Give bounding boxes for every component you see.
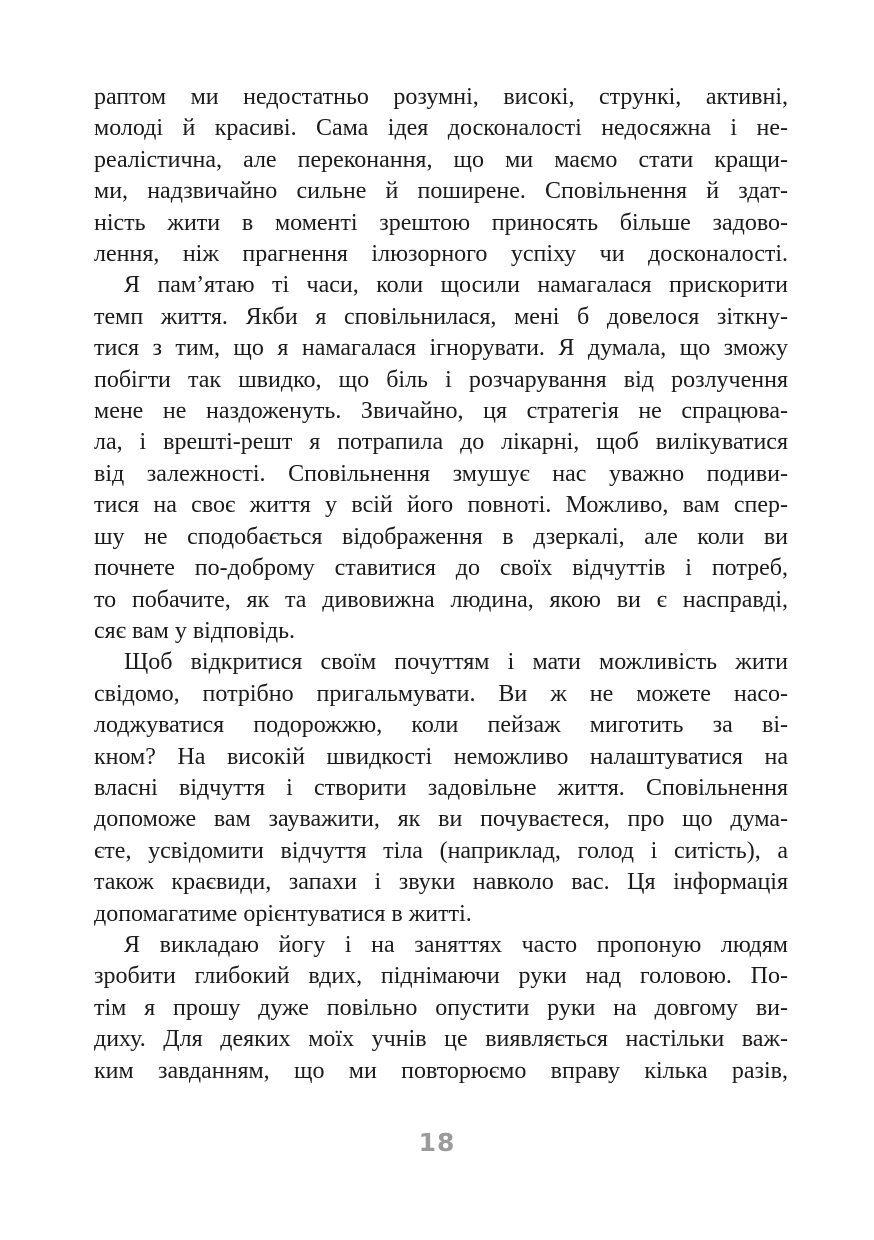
text-line: реалістична, але переконання, що ми маємо стати кращи- (94, 146, 788, 173)
paragraph (94, 270, 788, 647)
text-line: диху. Для деяких моїх учнів це виявляється настільки важ- (94, 1026, 788, 1053)
paragraph (94, 82, 788, 270)
text-line: побігти так швидко, що біль і розчарування від розлучення (94, 366, 788, 393)
text-line: мене не наздоженуть. Звичайно, ця стратегія не спрацюва- (94, 398, 788, 425)
text-line: ність жити в моменті зрештою приносять більше задово- (94, 209, 788, 236)
text-line: від залежності. Сповільнення змушує нас уважно подиви- (94, 460, 788, 487)
text-line: темп життя. Якби я сповільнилася, мені б довелося зіткну- (94, 303, 788, 330)
text-line: свідомо, потрібно пригальмувати. Ви ж не можете насо- (94, 680, 788, 707)
page-number: 18 (418, 1128, 456, 1157)
text-line: ми, надзвичайно сильне й поширене. Сповільнення й здат- (94, 178, 788, 205)
text-line: Щоб відкритися своїм почуттям і мати можливість жити (124, 649, 788, 676)
text-line: то побачите, як та дивовижна людина, якою ви є насправді, (94, 586, 788, 613)
text-line: зробити глибокий вдих, піднімаючи руки над головою. По- (94, 963, 788, 990)
text-line: лоджуватися подорожжю, коли пейзаж миготить за ві- (94, 712, 788, 739)
text-line: допоможе вам зауважити, як ви почуваєтеся, про що дума- (94, 806, 788, 833)
text-line: почнете по-доброму ставитися до своїх відчуттів і потреб, (94, 555, 788, 582)
body-text (94, 82, 788, 1087)
text-line: шу не сподобається відображення в дзеркалі, але коли ви (94, 523, 788, 550)
text-line: лення, ніж прагнення ілюзорного успіху чи досконалості. (94, 241, 788, 268)
text-line: раптом ми недостатньо розумні, високі, стрункі, активні, (94, 84, 788, 110)
text-line: ким завданням, що ми повторюємо вправу кілька разів, (94, 1057, 788, 1084)
text-line: єте, усвідомити відчуття тіла (наприклад, голод і ситість), а (94, 837, 788, 864)
text-line: Я пам’ятаю ті часи, коли щосили намагалася прискорити (124, 272, 788, 299)
text-line: також краєвиди, запахи і звуки навколо вас. Ця інформація (94, 869, 788, 896)
text-line: власні відчуття і створити задовільне життя. Сповільнення (94, 774, 788, 801)
text-line: молоді й красиві. Сама ідея досконалості недосяжна і не- (94, 115, 788, 142)
text-line: сяє вам у відповідь. (94, 617, 296, 644)
paragraph (94, 930, 788, 1087)
text-line: тися з тим, що я намагалася ігнорувати. Я думала, що зможу (94, 335, 788, 362)
paragraph (94, 647, 788, 930)
text-line: ла, і врешті-решт я потрапила до лікарні, щоб вилікуватися (94, 429, 788, 456)
text-line: тися на своє життя у всій його повноті. Можливо, вам спер- (94, 492, 788, 519)
text-line: тім я прошу дуже повільно опустити руки на довгому ви- (94, 994, 788, 1021)
text-line: допомагатиме орієнтуватися в житті. (94, 900, 472, 927)
text-line: кном? На високій швидкості неможливо налаштуватися на (94, 743, 788, 770)
text-line: Я викладаю йогу і на заняттях часто пропоную людям (124, 931, 788, 958)
